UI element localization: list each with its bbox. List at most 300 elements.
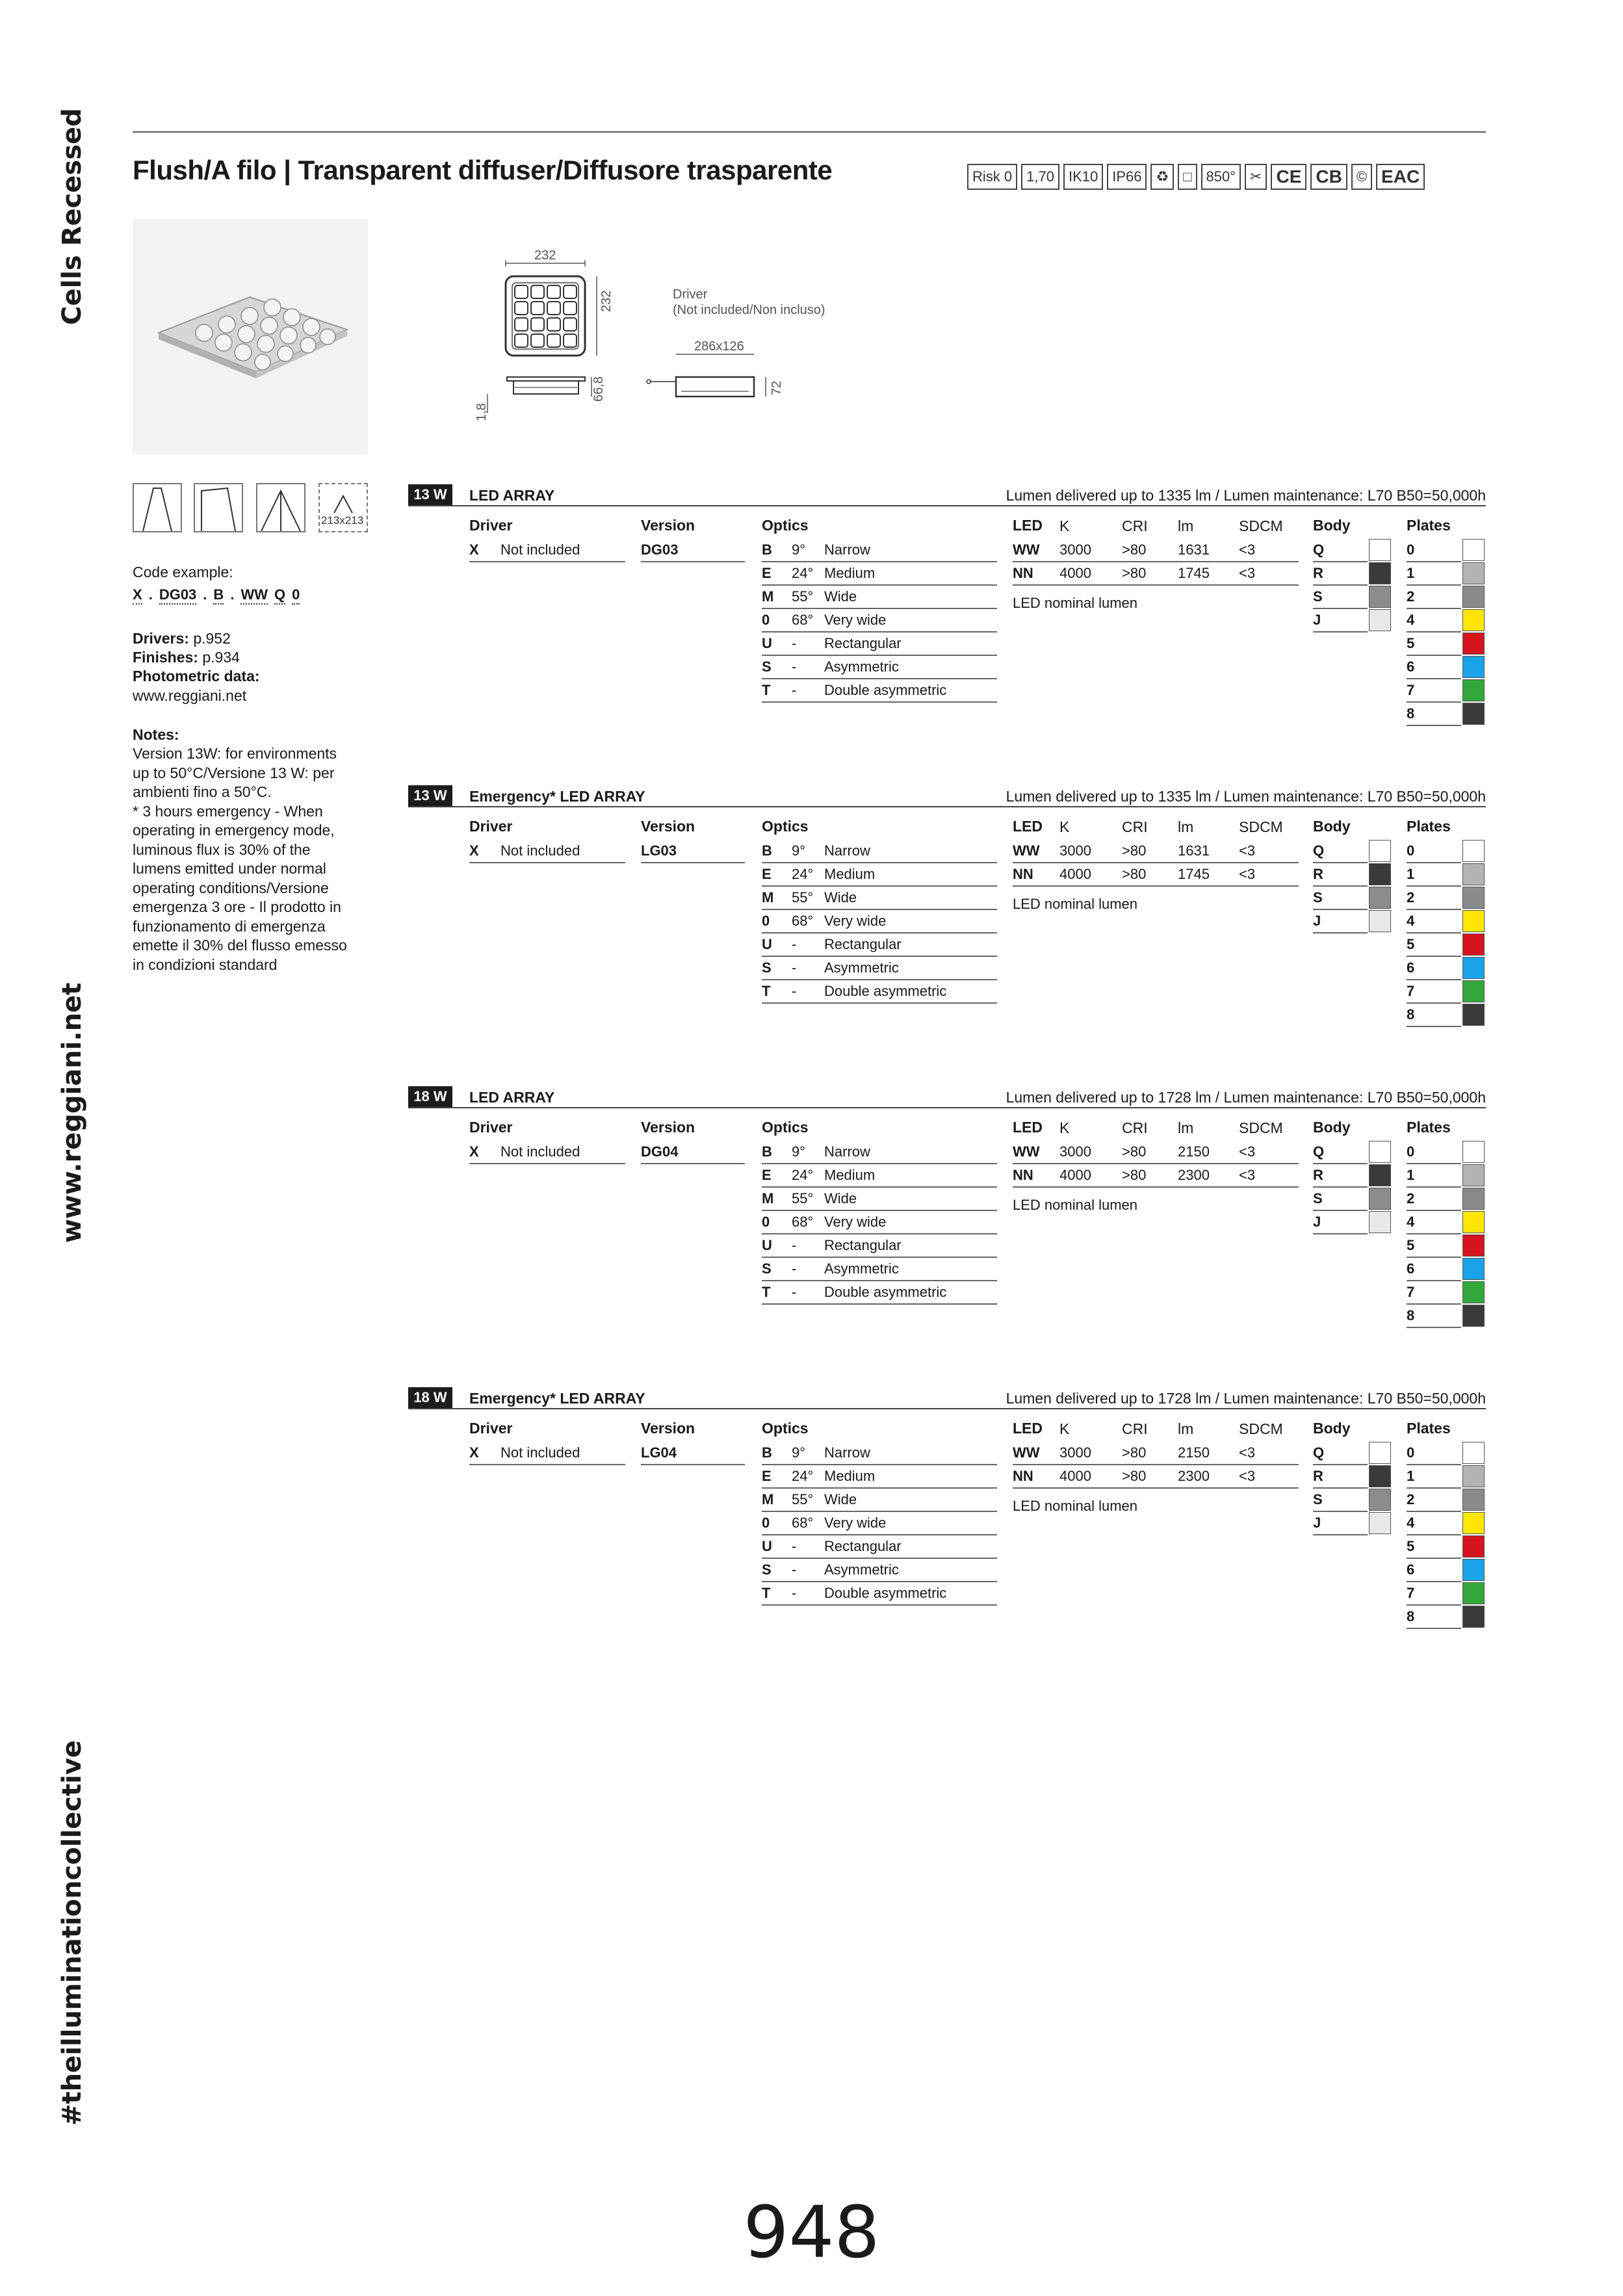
optic-name: Double asymmetric bbox=[824, 983, 947, 999]
certification-badges bbox=[967, 164, 1425, 190]
led-sdcm: <3 bbox=[1239, 842, 1256, 859]
side-category: Cells Recessed bbox=[57, 108, 87, 325]
plate-rule bbox=[1407, 608, 1461, 609]
optic-name: Double asymmetric bbox=[824, 682, 947, 698]
optic-rule bbox=[762, 909, 997, 910]
optic-name: Medium bbox=[824, 1167, 876, 1183]
plate-swatch bbox=[1462, 933, 1485, 956]
optic-code: M bbox=[762, 1491, 774, 1507]
led-lm: 2150 bbox=[1178, 1444, 1210, 1461]
finishes-ref: Finishes: p.934 bbox=[133, 649, 240, 666]
body-swatch bbox=[1369, 1188, 1391, 1210]
led-cri: >80 bbox=[1122, 1444, 1147, 1461]
plate-code: 0 bbox=[1407, 1143, 1415, 1160]
optic-name: Narrow bbox=[824, 842, 870, 859]
plate-code: 6 bbox=[1407, 1260, 1415, 1277]
header-version: Version bbox=[641, 517, 695, 534]
optic-rule bbox=[762, 655, 997, 656]
cert-weight-icon: 1,70 bbox=[1021, 164, 1059, 190]
driver-name: Not included bbox=[500, 1143, 580, 1160]
section-rule bbox=[408, 806, 1486, 807]
optic-code: U bbox=[762, 1237, 772, 1253]
led-rule bbox=[1013, 1186, 1299, 1188]
led-rule bbox=[1013, 1464, 1299, 1465]
code-example-label: Code example: bbox=[133, 564, 233, 581]
header-k: K bbox=[1059, 1420, 1070, 1437]
led-rule bbox=[1013, 862, 1299, 863]
led-rule bbox=[1013, 561, 1299, 562]
optic-name: Very wide bbox=[824, 1515, 887, 1531]
plate-rule bbox=[1407, 909, 1461, 910]
optic-angle: 68° bbox=[792, 1214, 814, 1230]
driver-rule bbox=[469, 1163, 625, 1164]
body-code: R bbox=[1313, 1167, 1323, 1183]
header-optics: Optics bbox=[762, 517, 809, 534]
optic-angle: 9° bbox=[792, 1143, 806, 1160]
optic-name: Asymmetric bbox=[824, 1561, 899, 1578]
plate-swatch bbox=[1462, 1442, 1485, 1464]
plate-code: 2 bbox=[1407, 1491, 1415, 1507]
plate-code: 6 bbox=[1407, 1561, 1415, 1578]
plate-swatch bbox=[1462, 1489, 1485, 1511]
led-code: NN bbox=[1013, 1167, 1033, 1183]
optic-rule bbox=[762, 1558, 997, 1559]
body-swatch bbox=[1369, 840, 1391, 862]
header-plates: Plates bbox=[1407, 818, 1451, 835]
body-code: Q bbox=[1313, 1143, 1325, 1160]
led-rule bbox=[1013, 1163, 1299, 1164]
plate-code: 2 bbox=[1407, 889, 1415, 906]
plate-swatch bbox=[1462, 1281, 1485, 1303]
header-k: K bbox=[1059, 818, 1070, 835]
optic-name: Wide bbox=[824, 889, 857, 906]
optic-code: E bbox=[762, 565, 772, 581]
led-k: 3000 bbox=[1059, 541, 1091, 558]
driver-rule bbox=[469, 561, 625, 562]
plate-code: 8 bbox=[1407, 705, 1415, 722]
plate-swatch bbox=[1462, 863, 1485, 885]
plate-rule bbox=[1407, 1002, 1461, 1004]
body-swatch bbox=[1369, 539, 1391, 561]
body-swatch bbox=[1369, 1465, 1391, 1487]
optic-angle: 24° bbox=[792, 565, 814, 581]
optic-name: Medium bbox=[824, 1468, 876, 1484]
plate-swatch bbox=[1462, 1559, 1485, 1581]
code-part-optics: B bbox=[213, 586, 224, 605]
optic-angle: 24° bbox=[792, 1468, 814, 1484]
led-cri: >80 bbox=[1122, 1167, 1147, 1183]
body-rule bbox=[1313, 1163, 1368, 1164]
dim-height: 232 bbox=[599, 290, 614, 312]
plate-rule bbox=[1407, 1303, 1461, 1305]
led-k: 4000 bbox=[1059, 565, 1091, 581]
plate-code: 5 bbox=[1407, 1538, 1415, 1554]
website-link[interactable]: www.reggiani.net bbox=[133, 687, 247, 704]
led-nominal-note: LED nominal lumen bbox=[1013, 595, 1137, 611]
dim-offset: 1,8 bbox=[474, 403, 489, 421]
plate-swatch bbox=[1462, 1305, 1485, 1327]
plate-rule bbox=[1407, 655, 1461, 656]
recycle-icon: ♻ bbox=[1150, 164, 1174, 190]
led-k: 4000 bbox=[1059, 1167, 1091, 1183]
led-k: 4000 bbox=[1059, 1468, 1091, 1484]
plate-rule bbox=[1407, 1534, 1461, 1535]
led-sdcm: <3 bbox=[1239, 1468, 1256, 1484]
header-driver: Driver bbox=[469, 517, 513, 534]
driver-size: 286x126 bbox=[694, 339, 744, 354]
plate-rule bbox=[1407, 561, 1461, 562]
optic-code: S bbox=[762, 1561, 772, 1578]
body-rule bbox=[1313, 1233, 1368, 1234]
section-watt: 13 W bbox=[408, 484, 452, 505]
optic-code: T bbox=[762, 1284, 771, 1300]
optic-angle: - bbox=[792, 1284, 797, 1300]
plate-rule bbox=[1407, 1257, 1461, 1258]
body-rule bbox=[1313, 909, 1368, 910]
plate-rule bbox=[1407, 979, 1461, 980]
led-k: 3000 bbox=[1059, 1143, 1091, 1160]
header-led: LED bbox=[1013, 818, 1043, 835]
plate-swatch bbox=[1462, 1258, 1485, 1280]
code-part-body: Q bbox=[274, 586, 285, 605]
plate-code: 0 bbox=[1407, 842, 1415, 859]
header-cri: CRI bbox=[1122, 1119, 1148, 1136]
led-lm: 1745 bbox=[1178, 866, 1210, 882]
driver-label: Driver bbox=[673, 287, 708, 302]
optic-code: 0 bbox=[762, 612, 770, 628]
version-rule bbox=[641, 561, 745, 562]
code-example: X . DG03 . B . WW Q 0 bbox=[133, 586, 300, 605]
optic-name: Very wide bbox=[824, 1214, 887, 1230]
body-rule bbox=[1313, 608, 1368, 609]
header-led: LED bbox=[1013, 517, 1043, 534]
plate-code: 4 bbox=[1407, 612, 1415, 628]
section-watt: 18 W bbox=[408, 1387, 452, 1408]
optic-angle: - bbox=[792, 659, 797, 675]
optic-code: 0 bbox=[762, 1515, 770, 1531]
body-swatch bbox=[1369, 609, 1391, 631]
plate-code: 7 bbox=[1407, 682, 1415, 698]
optic-name: Medium bbox=[824, 866, 876, 882]
optic-angle: 55° bbox=[792, 889, 814, 906]
section-title: Emergency* LED ARRAY bbox=[469, 1390, 645, 1407]
plate-swatch bbox=[1462, 1211, 1485, 1233]
plate-swatch bbox=[1462, 703, 1485, 725]
side-hashtag: #theilluminationcollective bbox=[57, 1740, 87, 2126]
code-part-version: DG03 bbox=[159, 586, 196, 605]
notes-label: Notes: bbox=[133, 726, 179, 743]
section-watt: 18 W bbox=[408, 1086, 452, 1107]
mounting-icon-3 bbox=[256, 483, 305, 532]
plate-swatch bbox=[1462, 910, 1485, 932]
photometric-label: Photometric data: bbox=[133, 668, 260, 685]
optic-code: B bbox=[762, 541, 772, 558]
body-swatch bbox=[1369, 562, 1391, 584]
body-swatch bbox=[1369, 1512, 1391, 1534]
driver-rule bbox=[469, 862, 625, 863]
optic-rule bbox=[762, 1604, 997, 1606]
body-rule bbox=[1313, 932, 1368, 933]
optic-angle: - bbox=[792, 983, 797, 999]
optic-name: Very wide bbox=[824, 612, 887, 628]
optic-rule bbox=[762, 1002, 997, 1004]
plate-swatch bbox=[1462, 1234, 1485, 1257]
plate-code: 1 bbox=[1407, 565, 1415, 581]
plate-code: 0 bbox=[1407, 1444, 1415, 1461]
section-watt: 13 W bbox=[408, 785, 452, 806]
body-swatch bbox=[1369, 1489, 1391, 1511]
version-code: LG03 bbox=[641, 842, 677, 859]
optic-rule bbox=[762, 1581, 997, 1582]
driver-name: Not included bbox=[500, 1444, 580, 1461]
plate-swatch bbox=[1462, 887, 1485, 909]
body-code: S bbox=[1313, 889, 1323, 906]
body-rule bbox=[1313, 1534, 1368, 1535]
plate-swatch bbox=[1462, 586, 1485, 608]
section-lumen: Lumen delivered up to 1728 lm / Lumen maintenance: L70 B50=50,000h bbox=[1006, 1390, 1486, 1407]
header-version: Version bbox=[641, 818, 695, 835]
led-rule bbox=[1013, 584, 1299, 586]
optic-code: U bbox=[762, 1538, 772, 1554]
led-cri: >80 bbox=[1122, 866, 1147, 882]
body-swatch bbox=[1369, 887, 1391, 909]
code-part-plates: 0 bbox=[292, 586, 300, 605]
plate-rule bbox=[1407, 701, 1461, 703]
ccc-icon: © bbox=[1351, 164, 1372, 190]
optic-angle: 9° bbox=[792, 541, 806, 558]
optic-angle: 55° bbox=[792, 1491, 814, 1507]
plate-swatch bbox=[1462, 679, 1485, 701]
optic-code: S bbox=[762, 959, 772, 976]
section-lumen: Lumen delivered up to 1335 lm / Lumen maintenance: L70 B50=50,000h bbox=[1006, 788, 1486, 805]
body-code: J bbox=[1313, 913, 1321, 929]
optic-code: T bbox=[762, 682, 771, 698]
optic-angle: 68° bbox=[792, 612, 814, 628]
cutout-size: 213x213 bbox=[321, 514, 364, 527]
plate-rule bbox=[1407, 1280, 1461, 1281]
driver-rule bbox=[469, 1464, 625, 1465]
header-body: Body bbox=[1313, 517, 1351, 534]
plate-swatch bbox=[1462, 1004, 1485, 1026]
led-k: 3000 bbox=[1059, 1444, 1091, 1461]
notes-text: Version 13W: for environments up to 50°C/Versione 13 W: per ambienti fino a 50°C. * 3 hours emergency - When operating in emergency mode, luminous flux is 30% of the lumens emitted under normal operating conditions/Versione emergenza 3 ore - Il prodotto in funzionamento di emergenza emette il 30% del flusso emesso in condizioni standard bbox=[133, 745, 347, 973]
body-swatch bbox=[1369, 1442, 1391, 1464]
led-lm: 1631 bbox=[1178, 842, 1210, 859]
body-code: Q bbox=[1313, 1444, 1325, 1461]
driver-name: Not included bbox=[500, 842, 580, 859]
page-number: 948 bbox=[743, 2191, 880, 2274]
led-sdcm: <3 bbox=[1239, 1444, 1256, 1461]
optic-rule bbox=[762, 1303, 997, 1305]
plate-code: 4 bbox=[1407, 1214, 1415, 1230]
body-code: J bbox=[1313, 1515, 1321, 1531]
plate-rule bbox=[1407, 725, 1461, 726]
plate-code: 7 bbox=[1407, 1284, 1415, 1300]
optic-angle: - bbox=[792, 1538, 797, 1554]
code-part-led: WW bbox=[240, 586, 268, 605]
optic-name: Asymmetric bbox=[824, 659, 899, 675]
section-title: LED ARRAY bbox=[469, 487, 555, 504]
plate-code: 1 bbox=[1407, 1468, 1415, 1484]
optic-rule bbox=[762, 1186, 997, 1188]
optic-rule bbox=[762, 1163, 997, 1164]
plate-rule bbox=[1407, 1026, 1461, 1027]
section-lumen: Lumen delivered up to 1728 lm / Lumen maintenance: L70 B50=50,000h bbox=[1006, 1089, 1486, 1106]
body-rule bbox=[1313, 1511, 1368, 1512]
optic-rule bbox=[762, 932, 997, 933]
plate-swatch bbox=[1462, 609, 1485, 631]
optic-angle: - bbox=[792, 1561, 797, 1578]
optic-rule bbox=[762, 1280, 997, 1281]
top-rule bbox=[133, 131, 1486, 133]
optic-name: Asymmetric bbox=[824, 959, 899, 976]
led-nominal-note: LED nominal lumen bbox=[1013, 896, 1137, 912]
optic-name: Wide bbox=[824, 1491, 857, 1507]
plate-rule bbox=[1407, 1210, 1461, 1211]
led-cri: >80 bbox=[1122, 842, 1147, 859]
optic-name: Rectangular bbox=[824, 1538, 902, 1554]
led-nominal-note: LED nominal lumen bbox=[1013, 1498, 1137, 1514]
header-optics: Optics bbox=[762, 818, 809, 835]
plate-code: 6 bbox=[1407, 959, 1415, 976]
led-sdcm: <3 bbox=[1239, 866, 1256, 882]
header-sdcm: SDCM bbox=[1239, 1119, 1283, 1136]
optic-code: 0 bbox=[762, 1214, 770, 1230]
body-code: J bbox=[1313, 1214, 1321, 1230]
version-rule bbox=[641, 1464, 745, 1465]
plate-rule bbox=[1407, 885, 1461, 887]
optic-code: M bbox=[762, 588, 774, 605]
led-cri: >80 bbox=[1122, 565, 1147, 581]
no-cover-icon: ✂ bbox=[1245, 164, 1267, 190]
plate-code: 5 bbox=[1407, 1237, 1415, 1253]
optic-name: Rectangular bbox=[824, 1237, 902, 1253]
optic-name: Double asymmetric bbox=[824, 1585, 947, 1601]
side-website: www.reggiani.net bbox=[57, 982, 87, 1243]
version-code: DG03 bbox=[641, 541, 679, 558]
optic-name: Asymmetric bbox=[824, 1260, 899, 1277]
plate-rule bbox=[1407, 678, 1461, 679]
optic-angle: - bbox=[792, 1585, 797, 1601]
optic-name: Medium bbox=[824, 565, 876, 581]
led-code: WW bbox=[1013, 1143, 1040, 1160]
header-body: Body bbox=[1313, 818, 1351, 835]
optic-rule bbox=[762, 584, 997, 586]
optic-name: Wide bbox=[824, 588, 857, 605]
header-body: Body bbox=[1313, 1420, 1351, 1437]
body-code: R bbox=[1313, 565, 1323, 581]
optic-name: Very wide bbox=[824, 913, 887, 929]
header-plates: Plates bbox=[1407, 517, 1451, 534]
optic-angle: 55° bbox=[792, 1190, 814, 1207]
driver-height: 72 bbox=[770, 380, 784, 395]
plate-swatch bbox=[1462, 656, 1485, 678]
optic-angle: 55° bbox=[792, 588, 814, 605]
plate-rule bbox=[1407, 631, 1461, 633]
led-code: NN bbox=[1013, 866, 1033, 882]
driver-code: X bbox=[469, 541, 479, 558]
led-rule bbox=[1013, 885, 1299, 887]
led-k: 4000 bbox=[1059, 866, 1091, 882]
driver-code: X bbox=[469, 842, 479, 859]
body-code: S bbox=[1313, 588, 1323, 605]
optic-code: T bbox=[762, 1585, 771, 1601]
driver-code: X bbox=[469, 1444, 479, 1461]
led-sdcm: <3 bbox=[1239, 541, 1256, 558]
led-sdcm: <3 bbox=[1239, 565, 1256, 581]
optic-rule bbox=[762, 1464, 997, 1465]
led-sdcm: <3 bbox=[1239, 1143, 1256, 1160]
optic-rule bbox=[762, 701, 997, 703]
optic-name: Narrow bbox=[824, 1143, 870, 1160]
plate-rule bbox=[1407, 1581, 1461, 1582]
mounting-icon-1 bbox=[133, 483, 182, 532]
led-rule bbox=[1013, 1487, 1299, 1489]
optic-angle: - bbox=[792, 936, 797, 952]
body-rule bbox=[1313, 885, 1368, 887]
optic-rule bbox=[762, 885, 997, 887]
eac-icon: EAC bbox=[1376, 164, 1425, 190]
cert-risk-icon: Risk 0 bbox=[967, 164, 1017, 190]
optic-rule bbox=[762, 1257, 997, 1258]
mounting-icon-2 bbox=[194, 483, 243, 532]
optic-name: Narrow bbox=[824, 541, 870, 558]
plate-rule bbox=[1407, 1511, 1461, 1512]
optic-code: B bbox=[762, 1444, 772, 1461]
body-rule bbox=[1313, 862, 1368, 863]
header-cri: CRI bbox=[1122, 818, 1148, 835]
optic-name: Narrow bbox=[824, 1444, 870, 1461]
plate-swatch bbox=[1462, 1141, 1485, 1163]
led-k: 3000 bbox=[1059, 842, 1091, 859]
plate-swatch bbox=[1462, 840, 1485, 862]
plate-code: 6 bbox=[1407, 659, 1415, 675]
section-title: LED ARRAY bbox=[469, 1089, 555, 1106]
plate-swatch bbox=[1462, 1535, 1485, 1558]
cb-icon: CB bbox=[1310, 164, 1347, 190]
header-lm: lm bbox=[1178, 818, 1194, 835]
led-code: WW bbox=[1013, 842, 1040, 859]
plate-rule bbox=[1407, 1628, 1461, 1629]
plate-code: 2 bbox=[1407, 588, 1415, 605]
plate-swatch bbox=[1462, 1164, 1485, 1186]
plate-swatch bbox=[1462, 1465, 1485, 1487]
page-title: Flush/A filo | Transparent diffuser/Diffusore trasparente bbox=[133, 155, 833, 185]
optic-rule bbox=[762, 862, 997, 863]
body-code: Q bbox=[1313, 541, 1325, 558]
section-rule bbox=[408, 505, 1486, 506]
header-version: Version bbox=[641, 1119, 695, 1136]
optic-rule bbox=[762, 1233, 997, 1234]
header-led: LED bbox=[1013, 1119, 1043, 1136]
optic-code: U bbox=[762, 936, 772, 952]
body-rule bbox=[1313, 584, 1368, 586]
section-rule bbox=[408, 1408, 1486, 1409]
header-sdcm: SDCM bbox=[1239, 818, 1283, 835]
optic-code: M bbox=[762, 889, 774, 906]
header-cri: CRI bbox=[1122, 517, 1148, 534]
section-lumen: Lumen delivered up to 1335 lm / Lumen maintenance: L70 B50=50,000h bbox=[1006, 487, 1486, 504]
version-rule bbox=[641, 1163, 745, 1164]
plate-rule bbox=[1407, 1487, 1461, 1489]
header-sdcm: SDCM bbox=[1239, 517, 1283, 534]
plate-code: 0 bbox=[1407, 541, 1415, 558]
plate-code: 5 bbox=[1407, 635, 1415, 651]
led-cri: >80 bbox=[1122, 1468, 1147, 1484]
led-lm: 2150 bbox=[1178, 1143, 1210, 1160]
led-cri: >80 bbox=[1122, 1143, 1147, 1160]
header-led: LED bbox=[1013, 1420, 1043, 1437]
